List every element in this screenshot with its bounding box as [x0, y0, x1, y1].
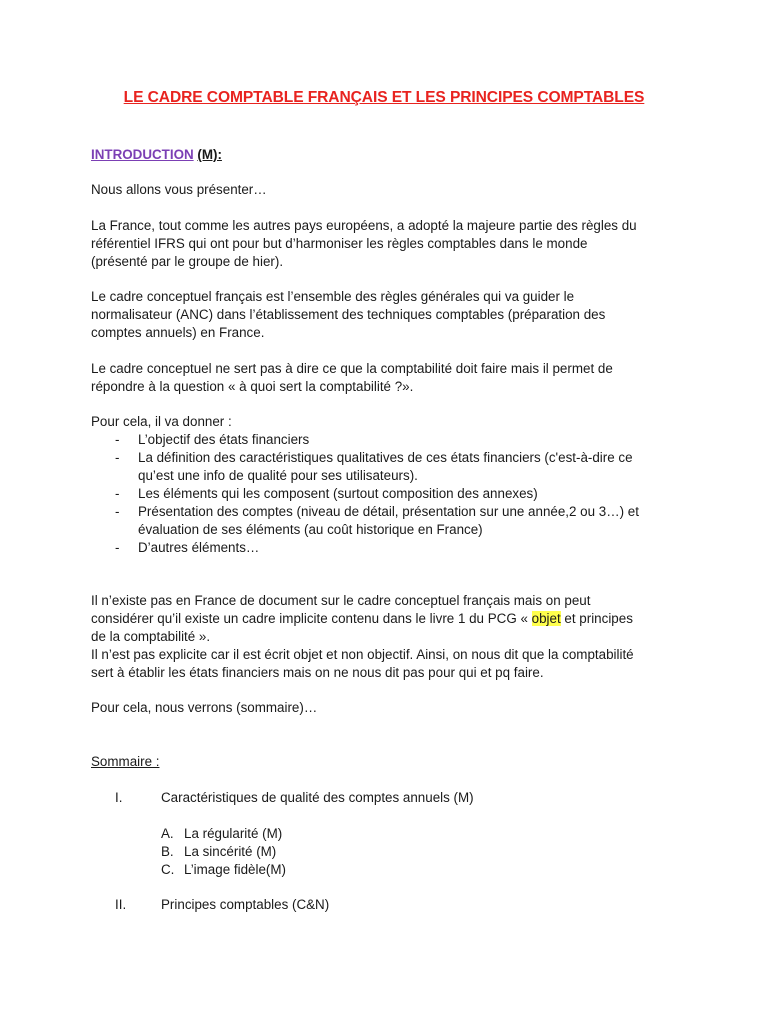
section-i-title: Caractéristiques de qualité des comptes annuels (M): [161, 790, 474, 805]
paragraph-2-line-2: référentiel IFRS qui ont pour but d’harmoniser les règles comptables dans le monde: [91, 236, 588, 251]
paragraph-3-line-2: normalisateur (ANC) dans l’établissement des techniques comptables (préparation des: [91, 307, 606, 322]
paragraph-6-line-4: Il n’est pas explicite car il est écrit objet et non objectif. Ainsi, on nous dit que la comptabilité: [91, 647, 634, 662]
paragraph-6-line-2-end: et principes: [560, 611, 633, 626]
bullet-marker: -: [115, 432, 120, 447]
paragraph-6-line-3: de la comptabilité ».: [91, 629, 211, 644]
bullet-4-line-2: évaluation de ses éléments (au coût historique en France): [138, 522, 483, 537]
bullet-marker: -: [115, 486, 120, 501]
subsection-a-title: La régularité (M): [184, 826, 283, 841]
subsection-a-letter: A.: [161, 826, 174, 841]
bullet-2-line-2: qu’est une info de qualité pour ses utilisateurs).: [138, 468, 418, 483]
bullet-1: L’objectif des états financiers: [138, 432, 310, 447]
paragraph-7: Pour cela, nous verrons (sommaire)…: [91, 700, 318, 715]
bullet-marker: -: [115, 450, 120, 465]
bullet-3: Les éléments qui les composent (surtout composition des annexes): [138, 486, 538, 501]
bullet-marker: -: [115, 540, 120, 555]
section-i-number: I.: [115, 790, 123, 805]
introduction-label: INTRODUCTION: [91, 147, 194, 162]
highlighted-word: objet: [531, 611, 561, 626]
paragraph-3-line-3: comptes annuels) en France.: [91, 325, 265, 340]
subsection-b-title: La sincérité (M): [184, 844, 277, 859]
bullet-5: D’autres éléments…: [138, 540, 260, 555]
paragraph-3-line-1: Le cadre conceptuel français est l’ensemble des règles générales qui va guider le: [91, 289, 575, 304]
sommaire-heading: Sommaire :: [91, 754, 160, 769]
paragraph-6-line-1: Il n’existe pas en France de document sur le cadre conceptuel français mais on peut: [91, 593, 591, 608]
paragraph-6-line-2-start: considérer qu’il existe un cadre implicite contenu dans le livre 1 du PCG «: [91, 611, 532, 626]
introduction-marker: (M):: [197, 147, 222, 162]
paragraph-1: Nous allons vous présenter…: [91, 182, 267, 197]
bullet-4-line-1: Présentation des comptes (niveau de détail, présentation sur une année,2 ou 3…) et: [138, 504, 639, 519]
paragraph-2-line-3: (présenté par le groupe de hier).: [91, 254, 284, 269]
section-ii-title: Principes comptables (C&N): [161, 897, 330, 912]
introduction-heading: [91, 146, 222, 164]
paragraph-2-line-1: La France, tout comme les autres pays européens, a adopté la majeure partie des règles du: [91, 218, 637, 233]
subsection-c-title: L’image fidèle(M): [184, 862, 286, 877]
document-title: LE CADRE COMPTABLE FRANÇAIS ET LES PRINCIPES COMPTABLES: [123, 89, 645, 106]
subsection-c-letter: C.: [161, 862, 175, 877]
paragraph-6-line-5: sert à établir les états financiers mais on ne nous dit pas pour qui et pq faire.: [91, 665, 544, 680]
paragraph-4-line-2: répondre à la question « à quoi sert la comptabilité ?».: [91, 379, 414, 394]
section-ii-number: II.: [115, 897, 127, 912]
bullet-marker: -: [115, 504, 120, 519]
paragraph-6-line-2: [91, 610, 633, 628]
subsection-b-letter: B.: [161, 844, 174, 859]
paragraph-5: Pour cela, il va donner :: [91, 414, 232, 429]
bullet-2-line-1: La définition des caractéristiques qualitatives de ces états financiers (c'est-à-dire ce: [138, 450, 633, 465]
paragraph-4-line-1: Le cadre conceptuel ne sert pas à dire ce que la comptabilité doit faire mais il permet de: [91, 361, 613, 376]
